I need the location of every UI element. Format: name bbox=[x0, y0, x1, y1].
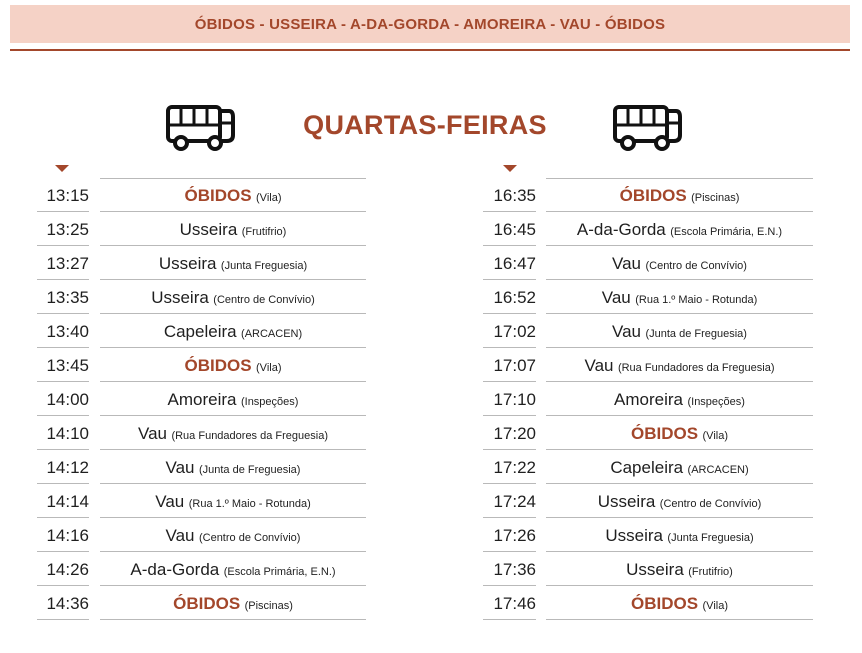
stop-cell bbox=[546, 349, 813, 382]
table-row bbox=[37, 519, 366, 553]
departure-time: 14:36 bbox=[37, 587, 89, 620]
schedule-column-left bbox=[37, 179, 366, 621]
stop-cell bbox=[546, 383, 813, 416]
stop-detail: (Junta de Freguesia) bbox=[645, 328, 747, 340]
stop-name: Vau bbox=[601, 288, 631, 307]
table-row bbox=[37, 383, 366, 417]
departure-time: 14:00 bbox=[37, 383, 89, 416]
departure-time: 17:36 bbox=[483, 553, 536, 586]
departure-time: 13:25 bbox=[37, 213, 89, 246]
stop-cell bbox=[100, 281, 366, 314]
table-row bbox=[37, 485, 366, 519]
departure-time: 13:40 bbox=[37, 315, 89, 348]
stop-name: Capeleira bbox=[163, 322, 237, 341]
stop-detail: (Centro de Convívio) bbox=[645, 260, 747, 272]
stop-detail: (Vila) bbox=[256, 192, 282, 204]
stop-name: Usseira bbox=[151, 288, 209, 307]
table-row bbox=[483, 315, 813, 349]
departure-time: 14:12 bbox=[37, 451, 89, 484]
stop-name: Usseira bbox=[179, 220, 238, 239]
stop-cell bbox=[546, 485, 813, 518]
departure-time: 17:07 bbox=[483, 349, 536, 382]
stop-name: Usseira bbox=[605, 526, 663, 545]
header-divider bbox=[10, 49, 850, 51]
stop-name: ÓBIDOS bbox=[631, 594, 699, 613]
departure-time: 13:15 bbox=[37, 179, 89, 212]
table-row bbox=[483, 485, 813, 519]
table-row bbox=[483, 587, 813, 621]
stop-detail: (Piscinas) bbox=[244, 600, 293, 612]
stop-cell bbox=[100, 315, 366, 348]
stop-detail: (Piscinas) bbox=[691, 192, 740, 204]
stop-detail: (Centro de Convívio) bbox=[198, 532, 301, 544]
stop-detail: (Rua 1.º Maio - Rotunda) bbox=[635, 294, 758, 306]
departure-time: 17:02 bbox=[483, 315, 536, 348]
stop-name: A-da-Gorda bbox=[576, 220, 666, 239]
departure-time: 17:22 bbox=[483, 451, 536, 484]
table-row bbox=[483, 553, 813, 587]
stop-name: Usseira bbox=[626, 560, 684, 579]
stop-detail: (Vila) bbox=[702, 430, 728, 442]
stop-name: Vau bbox=[138, 424, 167, 443]
stop-detail: (Vila) bbox=[702, 600, 728, 612]
stop-detail: (Junta Freguesia) bbox=[667, 532, 754, 544]
table-row bbox=[483, 247, 813, 281]
departure-time: 13:45 bbox=[37, 349, 89, 382]
departure-time: 17:24 bbox=[483, 485, 536, 518]
stop-cell bbox=[100, 247, 366, 280]
table-row bbox=[483, 417, 813, 451]
table-row bbox=[37, 587, 366, 621]
stop-detail: (Frutifrio) bbox=[688, 566, 733, 578]
stop-cell bbox=[100, 485, 366, 518]
stop-name: Vau bbox=[584, 356, 614, 375]
table-row bbox=[483, 383, 813, 417]
schedule-column-right bbox=[483, 179, 813, 621]
table-row bbox=[483, 519, 813, 553]
stop-name: Vau bbox=[612, 254, 642, 273]
departure-time: 16:47 bbox=[483, 247, 536, 280]
table-row bbox=[37, 349, 366, 383]
stop-name: Capeleira bbox=[610, 458, 684, 477]
stop-detail: (ARCACEN) bbox=[241, 328, 303, 340]
table-row bbox=[483, 281, 813, 315]
stop-name: Usseira bbox=[158, 254, 217, 273]
stop-detail: (Centro de Convívio) bbox=[659, 498, 762, 510]
stop-detail: (Frutifrio) bbox=[241, 226, 287, 238]
table-row bbox=[483, 349, 813, 383]
departure-time: 17:46 bbox=[483, 587, 536, 620]
stop-detail: (Vila) bbox=[256, 362, 282, 374]
stop-cell bbox=[546, 281, 813, 314]
direction-arrow-icon bbox=[55, 165, 69, 172]
stop-cell bbox=[100, 417, 366, 450]
departure-time: 17:20 bbox=[483, 417, 536, 450]
stop-detail: (Inspeções) bbox=[687, 396, 745, 408]
stop-detail: (ARCACEN) bbox=[687, 464, 749, 476]
stop-cell bbox=[100, 179, 366, 212]
stop-name: ÓBIDOS bbox=[184, 186, 252, 205]
stop-cell bbox=[546, 451, 813, 484]
stop-detail: (Escola Primária, E.N.) bbox=[223, 566, 336, 578]
stop-name: ÓBIDOS bbox=[184, 356, 252, 375]
departure-time: 17:26 bbox=[483, 519, 536, 552]
table-row bbox=[37, 451, 366, 485]
stop-detail: (Junta de Freguesia) bbox=[198, 464, 301, 476]
stop-cell bbox=[100, 383, 366, 416]
bus-icon bbox=[612, 105, 684, 151]
stop-name: ÓBIDOS bbox=[631, 424, 699, 443]
route-title-banner bbox=[10, 5, 850, 43]
table-row bbox=[37, 417, 366, 451]
route-title: ÓBIDOS - USSEIRA - A-DA-GORDA - AMOREIRA - VAU - ÓBIDOS bbox=[194, 15, 666, 33]
stop-name: Vau bbox=[155, 492, 185, 511]
day-title: QUARTAS-FEIRAS bbox=[303, 110, 547, 140]
table-row bbox=[37, 179, 366, 213]
stop-name: Vau bbox=[165, 526, 195, 545]
stop-name: Vau bbox=[165, 458, 195, 477]
table-row bbox=[37, 247, 366, 281]
table-row bbox=[483, 213, 813, 247]
departure-time: 14:16 bbox=[37, 519, 89, 552]
stop-cell bbox=[546, 315, 813, 348]
stop-name: Amoreira bbox=[167, 390, 237, 409]
stop-name: Usseira bbox=[597, 492, 656, 511]
departure-time: 14:10 bbox=[37, 417, 89, 450]
departure-time: 17:10 bbox=[483, 383, 536, 416]
stop-detail: (Inspeções) bbox=[240, 396, 299, 408]
table-row bbox=[37, 553, 366, 587]
stop-name: Vau bbox=[612, 322, 642, 341]
stop-detail: (Escola Primária, E.N.) bbox=[670, 226, 783, 238]
table-row bbox=[37, 281, 366, 315]
stop-name: ÓBIDOS bbox=[619, 186, 687, 205]
table-row bbox=[483, 451, 813, 485]
stop-name: A-da-Gorda bbox=[130, 560, 220, 579]
stop-cell bbox=[546, 519, 813, 552]
stop-cell bbox=[546, 247, 813, 280]
stop-detail: (Rua Fundadores da Freguesia) bbox=[171, 430, 328, 442]
stop-name: Amoreira bbox=[614, 390, 684, 409]
departure-time: 16:52 bbox=[483, 281, 536, 314]
stop-cell bbox=[546, 179, 813, 212]
table-row bbox=[483, 179, 813, 213]
stop-cell bbox=[100, 587, 366, 620]
stop-cell bbox=[546, 587, 813, 620]
stop-cell bbox=[100, 553, 366, 586]
stop-detail: (Junta Freguesia) bbox=[220, 260, 308, 272]
table-row bbox=[37, 315, 366, 349]
departure-time: 13:27 bbox=[37, 247, 89, 280]
stop-cell bbox=[546, 553, 813, 586]
departure-time: 16:35 bbox=[483, 179, 536, 212]
bus-icon bbox=[165, 105, 237, 151]
stop-cell bbox=[100, 349, 366, 382]
stop-cell bbox=[546, 417, 813, 450]
stop-name: ÓBIDOS bbox=[173, 594, 241, 613]
stop-cell bbox=[546, 213, 813, 246]
direction-arrow-icon bbox=[503, 165, 517, 172]
stop-cell bbox=[100, 519, 366, 552]
stop-detail: (Rua 1.º Maio - Rotunda) bbox=[188, 498, 311, 510]
departure-time: 14:14 bbox=[37, 485, 89, 518]
stop-detail: (Rua Fundadores da Freguesia) bbox=[617, 362, 775, 374]
stop-detail: (Centro de Convívio) bbox=[213, 294, 315, 306]
departure-time: 13:35 bbox=[37, 281, 89, 314]
departure-time: 16:45 bbox=[483, 213, 536, 246]
stop-cell bbox=[100, 451, 366, 484]
stop-cell bbox=[100, 213, 366, 246]
departure-time: 14:26 bbox=[37, 553, 89, 586]
table-row bbox=[37, 213, 366, 247]
